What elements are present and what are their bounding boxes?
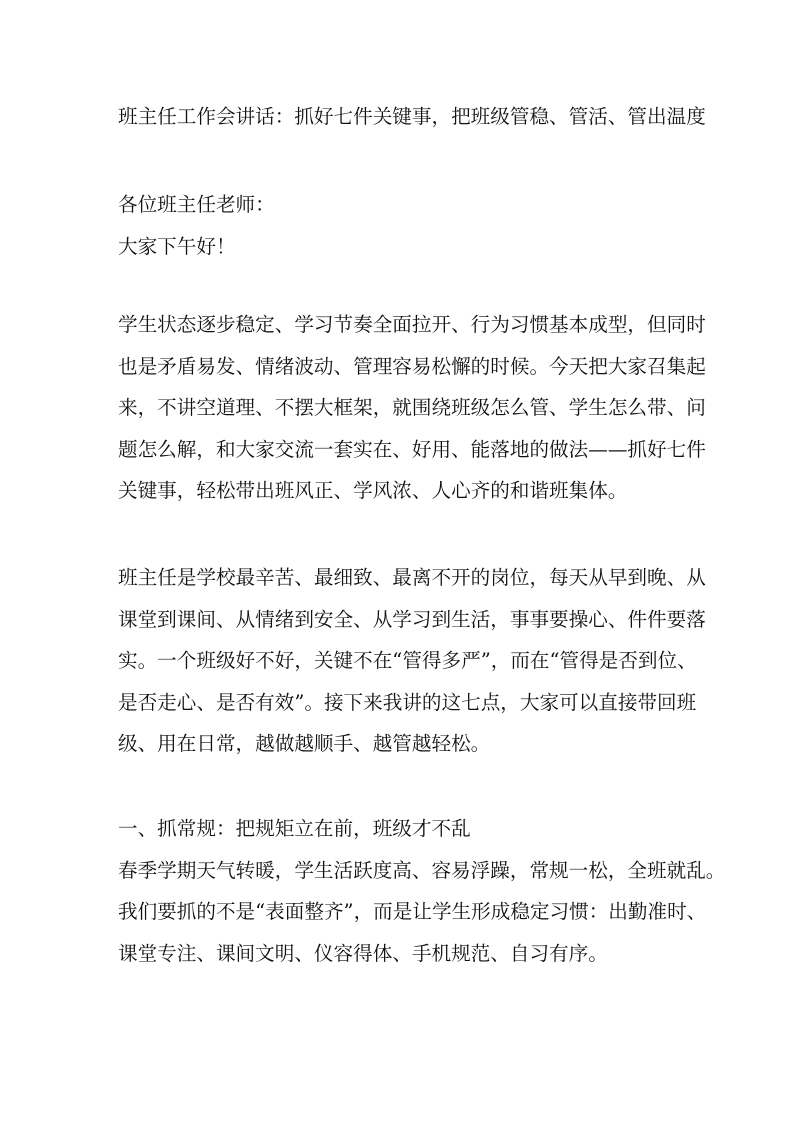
text-line: 关键事，轻松带出班风正、学风浓、人心齐的和谐班集体。 [118,479,628,502]
text-line: 也是矛盾易发、情绪波动、管理容易松懈的时候。今天把大家召集起 [118,354,706,378]
greeting-line: 各位班主任老师： [118,193,275,216]
text-line: 实。一个班级好不好，关键不在“管得多严”，而在“管得是否到位、 [118,649,697,672]
text-line: 级、用在日常，越做越顺手、越管越轻松。 [118,732,491,755]
document-title: 班主任工作会讲话：抓好七件关键事，把班级管稳、管活、管出温度 [118,105,706,128]
text-line: 班主任是学校最辛苦、最细致、最离不开的岗位，每天从早到晚、从 [118,566,706,589]
section-1 [118,808,726,974]
paragraph-intro [118,304,718,512]
text-line: 是否走心、是否有效”。接下来我讲的这七点，大家可以直接带回班 [118,690,697,714]
text-line: 来，不讲空道理、不摆大框架，就围绕班级怎么管、学生怎么带、问 [118,396,706,419]
text-line: 课堂专注、课间文明、仪容得体、手机规范、自习有序。 [118,941,608,965]
paragraph-role [118,557,718,765]
text-line: 我们要抓的不是“表面整齐”，而是让学生形成稳定习惯：出勤准时、 [118,900,707,923]
greeting [118,184,718,267]
greeting-line: 大家下午好！ [118,234,236,258]
text-line: 春季学期天气转暖，学生活跃度高、容易浮躁，常规一松，全班就乱。 [118,858,726,882]
text-line: 课堂到课间、从情绪到安全、从学习到生活，事事要操心、件件要落 [118,607,706,631]
section-heading: 一、抓常规：把规矩立在前，班级才不乱 [118,817,471,840]
text-line: 题怎么解，和大家交流一套实在、好用、能落地的做法——抓好七件 [118,437,706,461]
text-line: 学生状态逐步稳定、学习节奏全面拉开、行为习惯基本成型，但同时 [118,313,706,336]
